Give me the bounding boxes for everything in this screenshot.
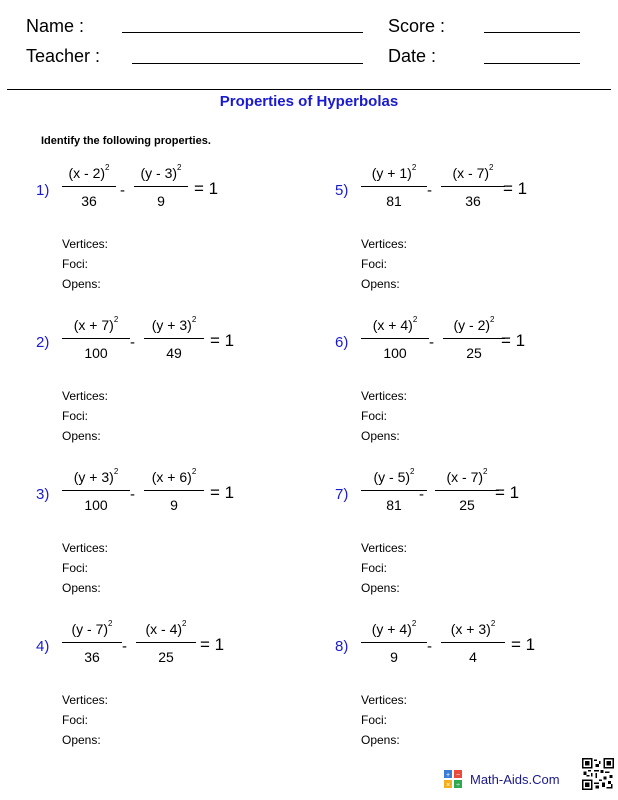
minus-sign: - <box>130 334 135 351</box>
equals-one: = 1 <box>200 635 225 654</box>
foci-label: Foci: <box>62 713 89 727</box>
equals-one: = 1 <box>495 483 520 502</box>
equals-one: = 1 <box>511 635 536 654</box>
second-fraction <box>134 163 188 210</box>
minus-sign: - <box>427 638 432 655</box>
worksheet-title: Properties of Hyperbolas <box>219 93 399 110</box>
problem-8 <box>335 619 595 764</box>
fraction-bar <box>62 490 130 491</box>
first-fraction <box>361 467 427 514</box>
opens-label: Opens: <box>361 429 400 443</box>
problem-2 <box>36 315 296 460</box>
teacher-label: Teacher : <box>26 46 101 66</box>
problem-5 <box>335 163 595 308</box>
vertices-label: Vertices: <box>62 237 109 251</box>
first-numerator: (x - 2)$^2$ <box>68 163 110 181</box>
first-numerator: $(y + 3)^2$ <box>73 467 119 485</box>
foci-label: Foci: <box>62 561 89 575</box>
second-numerator: $(x + 3)^2$ <box>450 619 496 637</box>
first-fraction <box>62 163 116 210</box>
fraction-bar <box>441 186 505 187</box>
opens-label: Opens: <box>62 277 101 291</box>
first-fraction <box>62 619 122 666</box>
exponent: 2 <box>182 619 187 629</box>
first-numerator: $(y + 1)^2$ <box>371 163 417 181</box>
name-label: Name : <box>26 16 85 36</box>
math-aids-logo-icon <box>444 770 462 788</box>
fraction-bar <box>441 642 505 643</box>
problem-3 <box>36 467 296 612</box>
second-fraction <box>435 467 499 514</box>
exponent: 2 <box>411 619 417 629</box>
second-fraction <box>144 467 204 514</box>
problem-number: 4) <box>36 638 50 655</box>
problem-number: 1) <box>36 182 50 199</box>
problem-number: 3) <box>36 486 50 503</box>
foci-label: Foci: <box>62 257 89 271</box>
svg-text:+: + <box>445 772 451 779</box>
foci-label: Foci: <box>361 409 388 423</box>
opens-label: Opens: <box>361 733 400 747</box>
first-fraction <box>62 467 130 514</box>
vertices-label: Vertices: <box>62 693 109 707</box>
svg-text:−: − <box>455 772 461 779</box>
fraction-bar <box>361 186 427 187</box>
second-denominator: 25 <box>158 649 174 665</box>
second-denominator: 49 <box>166 345 182 361</box>
vertices-label: Vertices: <box>361 541 408 555</box>
second-numerator: (y - 3)$^2$ <box>140 163 182 181</box>
first-denominator: 100 <box>383 345 407 361</box>
problem-number: 2) <box>36 334 50 351</box>
foci-label: Foci: <box>361 257 388 271</box>
second-denominator: 9 <box>170 497 178 513</box>
second-numerator: (x - 4)$^2$ <box>145 619 187 637</box>
fraction-bar <box>62 642 122 643</box>
first-numerator: (y - 5)$^2$ <box>373 467 415 485</box>
second-denominator: 4 <box>469 649 477 665</box>
equals-one: = 1 <box>501 331 526 350</box>
second-denominator: 36 <box>465 193 481 209</box>
second-numerator: $(y + 3)^2$ <box>151 315 197 333</box>
first-denominator: 100 <box>84 497 108 513</box>
first-numerator: $(x + 4)^2$ <box>372 315 418 333</box>
first-denominator: 9 <box>390 649 398 665</box>
fraction-bar <box>435 490 499 491</box>
vertices-label: Vertices: <box>62 389 109 403</box>
problem-1 <box>36 163 296 308</box>
minus-sign: - <box>130 486 135 503</box>
vertices-label: Vertices: <box>361 693 408 707</box>
second-fraction <box>441 619 505 666</box>
fraction-bar <box>361 642 427 643</box>
fraction-bar <box>136 642 196 643</box>
minus-sign: - <box>120 182 125 199</box>
exponent: 2 <box>113 315 119 325</box>
brand-link[interactable]: Math-Aids.Com <box>470 772 560 787</box>
fraction-bar <box>134 186 188 187</box>
header-divider <box>7 89 611 90</box>
minus-sign: - <box>429 334 434 351</box>
foci-label: Foci: <box>62 409 89 423</box>
first-denominator: 81 <box>386 497 402 513</box>
first-numerator: (y - 7)$^2$ <box>71 619 113 637</box>
second-numerator: (x - 7)$^2$ <box>452 163 494 181</box>
exponent: 2 <box>490 619 496 629</box>
fraction-bar <box>443 338 505 339</box>
opens-label: Opens: <box>361 581 400 595</box>
exponent: 2 <box>191 467 197 477</box>
problem-number: 6) <box>335 334 349 351</box>
teacher-field-line[interactable] <box>132 63 363 64</box>
second-fraction <box>144 315 204 362</box>
second-denominator: 9 <box>157 193 165 209</box>
second-numerator: (x - 7)$^2$ <box>446 467 488 485</box>
name-field-line[interactable] <box>122 32 363 33</box>
first-denominator: 36 <box>81 193 97 209</box>
vertices-label: Vertices: <box>361 237 408 251</box>
fraction-bar <box>361 490 427 491</box>
second-numerator: (y - 2)$^2$ <box>453 315 495 333</box>
minus-sign: - <box>427 182 432 199</box>
first-denominator: 100 <box>84 345 108 361</box>
exponent: 2 <box>490 315 495 325</box>
exponent: 2 <box>113 467 119 477</box>
fraction-bar <box>62 338 130 339</box>
exponent: 2 <box>489 163 494 173</box>
equals-one: = 1 <box>194 179 219 198</box>
svg-text:÷: ÷ <box>456 782 460 788</box>
first-fraction <box>361 315 429 362</box>
second-fraction <box>441 163 505 210</box>
second-numerator: $(x + 6)^2$ <box>151 467 197 485</box>
second-fraction <box>136 619 196 666</box>
svg-text:×: × <box>445 782 451 788</box>
exponent: 2 <box>105 163 110 173</box>
fraction-bar <box>361 338 429 339</box>
problem-6 <box>335 315 595 460</box>
first-fraction <box>361 163 427 210</box>
minus-sign: - <box>122 638 127 655</box>
score-field-line[interactable] <box>484 32 580 33</box>
equals-one: = 1 <box>210 483 235 502</box>
exponent: 2 <box>108 619 113 629</box>
exponent: 2 <box>483 467 488 477</box>
qr-code-icon <box>582 758 614 790</box>
second-denominator: 25 <box>459 497 475 513</box>
score-label: Score : <box>388 16 446 36</box>
date-field-line[interactable] <box>484 63 580 64</box>
equals-one: = 1 <box>503 179 528 198</box>
exponent: 2 <box>412 315 418 325</box>
first-numerator: $(y + 4)^2$ <box>371 619 417 637</box>
opens-label: Opens: <box>62 429 101 443</box>
problem-4 <box>36 619 296 764</box>
first-denominator: 81 <box>386 193 402 209</box>
exponent: 2 <box>191 315 197 325</box>
vertices-label: Vertices: <box>62 541 109 555</box>
first-numerator: $(x + 7)^2$ <box>73 315 119 333</box>
fraction-bar <box>144 338 204 339</box>
second-denominator: 25 <box>466 345 482 361</box>
problem-number: 7) <box>335 486 349 503</box>
foci-label: Foci: <box>361 561 388 575</box>
fraction-bar <box>144 490 204 491</box>
problem-7 <box>335 467 595 612</box>
second-fraction <box>443 315 505 362</box>
exponent: 2 <box>410 467 415 477</box>
opens-label: Opens: <box>361 277 400 291</box>
exponent: 2 <box>411 163 417 173</box>
foci-label: Foci: <box>361 713 388 727</box>
exponent: 2 <box>177 163 182 173</box>
problem-number: 5) <box>335 182 349 199</box>
instructions: Identify the following properties. <box>41 135 211 147</box>
equals-one: = 1 <box>210 331 235 350</box>
fraction-bar <box>62 186 116 187</box>
vertices-label: Vertices: <box>361 389 408 403</box>
first-fraction <box>361 619 427 666</box>
first-denominator: 36 <box>84 649 100 665</box>
opens-label: Opens: <box>62 733 101 747</box>
date-label: Date : <box>388 46 437 66</box>
first-fraction <box>62 315 130 362</box>
problem-number: 8) <box>335 638 349 655</box>
minus-sign: - <box>419 486 424 503</box>
opens-label: Opens: <box>62 581 101 595</box>
